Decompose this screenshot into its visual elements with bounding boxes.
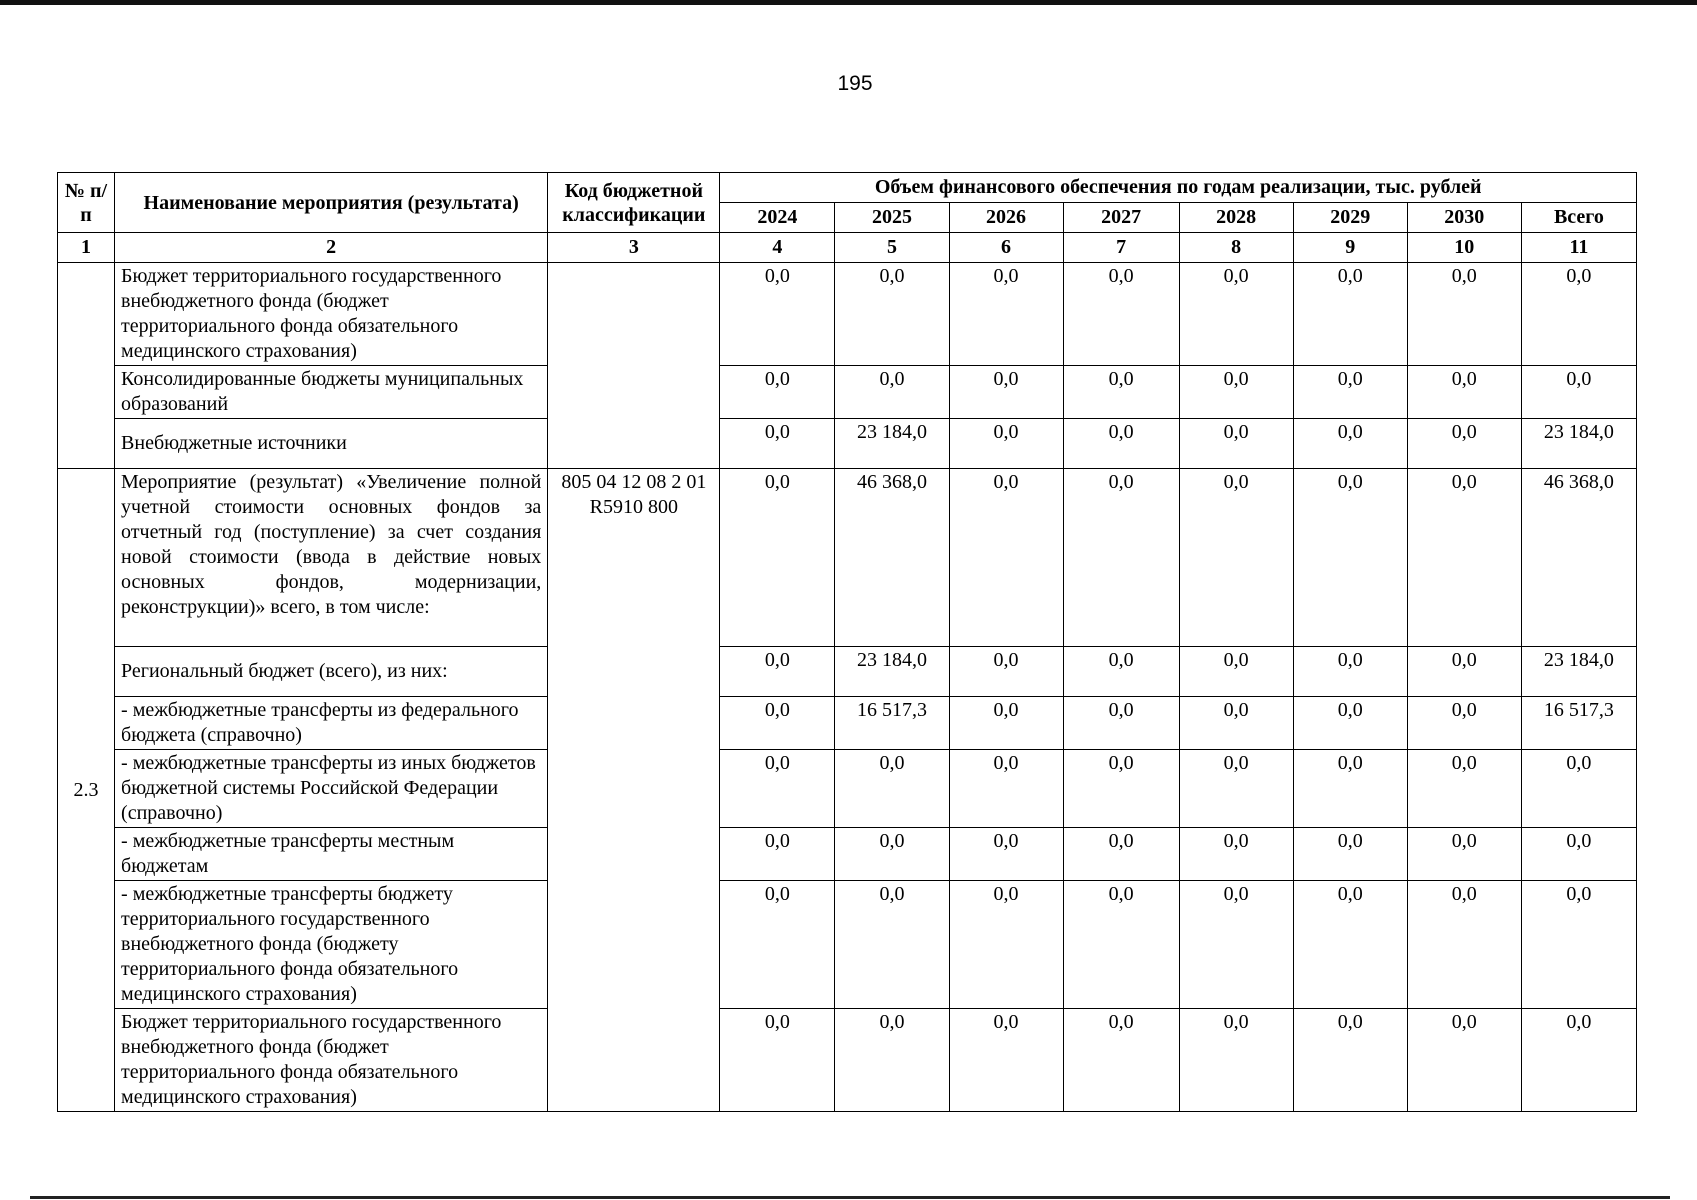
value-cell: 0,0 [1293, 750, 1407, 828]
value-cell: 0,0 [720, 419, 835, 469]
total-cell: 0,0 [1521, 366, 1636, 419]
value-cell: 0,0 [1179, 366, 1293, 419]
value-cell: 0,0 [949, 881, 1063, 1009]
row-name: - межбюджетные трансферты из федерального бюджета (справочно) [115, 697, 548, 750]
row-number-cell [58, 263, 115, 469]
value-cell: 0,0 [835, 263, 949, 366]
row-code-cell [548, 263, 720, 469]
header-no: № п/п [58, 173, 115, 233]
value-cell: 0,0 [720, 697, 835, 750]
column-number: 3 [548, 233, 720, 263]
total-cell: 16 517,3 [1521, 697, 1636, 750]
column-number: 7 [1063, 233, 1179, 263]
value-cell: 0,0 [720, 263, 835, 366]
value-cell: 0,0 [1063, 263, 1179, 366]
budget-table [57, 172, 1637, 1112]
value-cell: 0,0 [949, 647, 1063, 697]
value-cell: 0,0 [1063, 697, 1179, 750]
value-cell: 0,0 [1063, 750, 1179, 828]
total-cell: 23 184,0 [1521, 647, 1636, 697]
value-cell: 0,0 [1179, 1009, 1293, 1112]
header-year: 2027 [1063, 203, 1179, 233]
table-row [58, 419, 1637, 469]
total-cell: 0,0 [1521, 750, 1636, 828]
value-cell: 0,0 [720, 881, 835, 1009]
value-cell: 0,0 [1407, 697, 1521, 750]
row-name: Региональный бюджет (всего), из них: [115, 647, 548, 697]
total-cell: 0,0 [1521, 828, 1636, 881]
value-cell: 0,0 [949, 419, 1063, 469]
column-numbers-row [58, 233, 1637, 263]
value-cell: 0,0 [1179, 419, 1293, 469]
table-row [58, 828, 1637, 881]
total-cell: 0,0 [1521, 263, 1636, 366]
value-cell: 0,0 [1293, 881, 1407, 1009]
column-number: 11 [1521, 233, 1636, 263]
value-cell: 0,0 [1407, 881, 1521, 1009]
column-number: 9 [1293, 233, 1407, 263]
value-cell: 0,0 [1179, 469, 1293, 647]
value-cell: 0,0 [1063, 469, 1179, 647]
value-cell: 0,0 [720, 647, 835, 697]
table-row [58, 697, 1637, 750]
column-number: 4 [720, 233, 835, 263]
value-cell: 0,0 [949, 1009, 1063, 1112]
value-cell: 0,0 [1063, 1009, 1179, 1112]
value-cell: 0,0 [1179, 828, 1293, 881]
header-year: 2025 [835, 203, 949, 233]
row-name: Бюджет территориального государственного внебюджетного фонда (бюджет территориального фонда обязательного медицинского страхования) [115, 263, 548, 366]
value-cell: 0,0 [1293, 697, 1407, 750]
value-cell: 0,0 [1407, 419, 1521, 469]
table-row [58, 263, 1637, 366]
value-cell: 0,0 [835, 366, 949, 419]
value-cell: 23 184,0 [835, 419, 949, 469]
total-cell: 46 368,0 [1521, 469, 1636, 647]
value-cell: 0,0 [835, 828, 949, 881]
table-row [58, 647, 1637, 697]
value-cell: 0,0 [720, 828, 835, 881]
value-cell: 0,0 [1407, 469, 1521, 647]
column-number: 6 [949, 233, 1063, 263]
budget-code: 805 04 12 08 2 01 R5910 800 [548, 469, 720, 1112]
value-cell: 0,0 [1407, 366, 1521, 419]
value-cell: 0,0 [1063, 366, 1179, 419]
value-cell: 0,0 [1179, 881, 1293, 1009]
bottom-rule [30, 1196, 1670, 1199]
value-cell: 0,0 [720, 1009, 835, 1112]
header-year: 2026 [949, 203, 1063, 233]
column-number: 2 [115, 233, 548, 263]
value-cell: 46 368,0 [835, 469, 949, 647]
column-number: 1 [58, 233, 115, 263]
top-rule [0, 0, 1697, 5]
column-number: 10 [1407, 233, 1521, 263]
row-number: 2.3 [58, 469, 115, 1112]
value-cell: 0,0 [835, 1009, 949, 1112]
total-cell: 0,0 [1521, 1009, 1636, 1112]
value-cell: 0,0 [1293, 469, 1407, 647]
table-row [58, 469, 1637, 647]
value-cell: 0,0 [949, 828, 1063, 881]
header-year: 2030 [1407, 203, 1521, 233]
header-year: 2029 [1293, 203, 1407, 233]
total-cell: 23 184,0 [1521, 419, 1636, 469]
value-cell: 0,0 [1407, 647, 1521, 697]
value-cell: 0,0 [1293, 366, 1407, 419]
row-name: Бюджет территориального государственного внебюджетного фонда (бюджет территориального фонда обязательного медицинского страхования) [115, 1009, 548, 1112]
value-cell: 0,0 [1179, 697, 1293, 750]
value-cell: 0,0 [1407, 750, 1521, 828]
value-cell: 0,0 [1293, 647, 1407, 697]
value-cell: 0,0 [1293, 263, 1407, 366]
value-cell: 0,0 [1407, 1009, 1521, 1112]
row-name: - межбюджетные трансферты бюджету территориального государственного внебюджетного фонда (бюджету территориального фонда обязательного медицинского страхования) [115, 881, 548, 1009]
header-name: Наименование мероприятия (результата) [115, 173, 548, 233]
row-name: - межбюджетные трансферты из иных бюджетов бюджетной системы Российской Федерации (справочно) [115, 750, 548, 828]
value-cell: 23 184,0 [835, 647, 949, 697]
value-cell: 0,0 [949, 366, 1063, 419]
value-cell: 0,0 [720, 366, 835, 419]
header-year: 2028 [1179, 203, 1293, 233]
value-cell: 0,0 [1179, 750, 1293, 828]
value-cell: 0,0 [720, 750, 835, 828]
value-cell: 0,0 [1063, 419, 1179, 469]
value-cell: 0,0 [1179, 263, 1293, 366]
table-row [58, 366, 1637, 419]
value-cell: 0,0 [949, 469, 1063, 647]
value-cell: 0,0 [949, 263, 1063, 366]
header-code: Код бюджетной классификации [548, 173, 720, 233]
column-number: 8 [1179, 233, 1293, 263]
table-row [58, 1009, 1637, 1112]
value-cell: 0,0 [1179, 647, 1293, 697]
row-name: - межбюджетные трансферты местным бюджетам [115, 828, 548, 881]
table-row [58, 881, 1637, 1009]
value-cell: 0,0 [949, 750, 1063, 828]
row-name: Внебюджетные источники [115, 419, 548, 469]
value-cell: 0,0 [1407, 828, 1521, 881]
header-volume: Объем финансового обеспечения по годам реализации, тыс. рублей [720, 173, 1637, 203]
value-cell: 0,0 [835, 750, 949, 828]
table-row [58, 750, 1637, 828]
page-number: 195 [837, 72, 873, 95]
row-name: Консолидированные бюджеты муниципальных образований [115, 366, 548, 419]
value-cell: 0,0 [1063, 828, 1179, 881]
total-cell: 0,0 [1521, 881, 1636, 1009]
row-name: Мероприятие (результат) «Увеличение полной учетной стоимости основных фондов за отчетный год (поступление) за счет создания новой стоимости (ввода в действие новых основных фондов, модернизации, реконструкции)» всего, в том числе: [115, 469, 548, 647]
column-number: 5 [835, 233, 949, 263]
value-cell: 16 517,3 [835, 697, 949, 750]
value-cell: 0,0 [1293, 828, 1407, 881]
value-cell: 0,0 [1407, 263, 1521, 366]
value-cell: 0,0 [1293, 1009, 1407, 1112]
header-year: 2024 [720, 203, 835, 233]
value-cell: 0,0 [949, 697, 1063, 750]
value-cell: 0,0 [720, 469, 835, 647]
value-cell: 0,0 [1063, 881, 1179, 1009]
value-cell: 0,0 [835, 881, 949, 1009]
value-cell: 0,0 [1293, 419, 1407, 469]
value-cell: 0,0 [1063, 647, 1179, 697]
header-total: Всего [1521, 203, 1636, 233]
